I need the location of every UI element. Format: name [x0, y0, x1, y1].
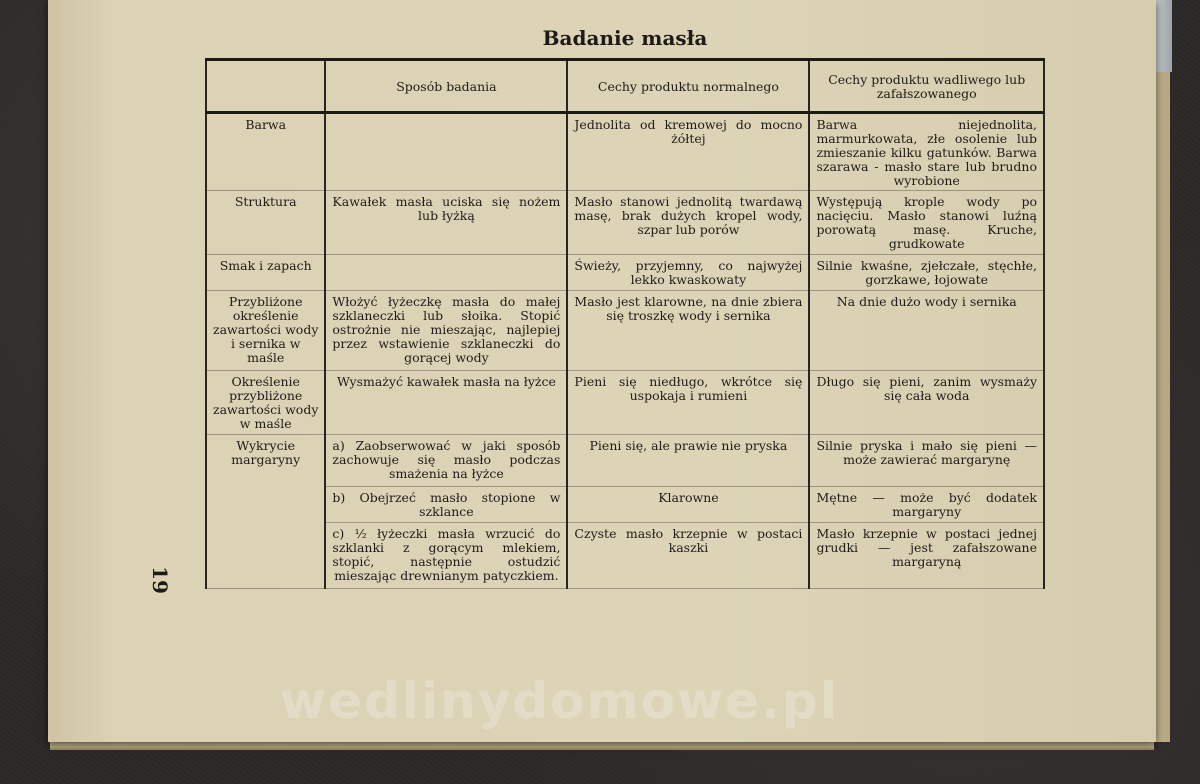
header-feature	[206, 60, 325, 113]
butter-test-table	[205, 58, 1045, 589]
feature-cell: Smak i zapach	[206, 255, 325, 291]
method-cell: Wysmażyć kawałek masła na łyżce	[325, 371, 567, 435]
normal-cell: Masło jest klarowne, na dnie zbiera się troszkę wody i sernika	[567, 291, 809, 371]
defect-cell: Barwa niejednolita, marmurkowata, złe osolenie lub zmieszanie kilku gatunków. Barwa szarawa - masło stare lub brudno wyrobione	[809, 113, 1044, 191]
defect-cell: Silnie pryska i mało się pieni — może zawierać margarynę	[809, 435, 1044, 487]
table-row	[206, 255, 1044, 291]
table-row	[206, 371, 1044, 435]
table-row	[206, 523, 1044, 589]
defect-cell: Masło krzepnie w postaci jednej grudki — jest zafałszowane margaryną	[809, 523, 1044, 589]
method-cell: c) ½ łyżeczki masła wrzucić do szklanki z gorącym mlekiem, stopić, następnie ostudzić mieszając drewnianym patyczkiem.	[325, 523, 567, 589]
table-row	[206, 113, 1044, 191]
normal-cell: Pieni się niedługo, wkrótce się uspokaja i rumieni	[567, 371, 809, 435]
feature-cell: Określenie przybliżone zawartości wody w maśle	[206, 371, 325, 435]
feature-cell: Struktura	[206, 191, 325, 255]
feature-cell: Przybliżone określenie zawartości wody i sernika w maśle	[206, 291, 325, 371]
defect-cell: Mętne — może być dodatek margaryny	[809, 487, 1044, 523]
normal-cell: Czyste masło krzepnie w postaci kaszki	[567, 523, 809, 589]
method-cell: Kawałek masła uciska się nożem lub łyżką	[325, 191, 567, 255]
defect-cell: Silnie kwaśne, zjełczałe, stęchłe, gorzkawe, łojowate	[809, 255, 1044, 291]
feature-cell: Wykrycie margaryny	[206, 435, 325, 589]
watermark: wedlinydomowe.pl	[280, 672, 839, 730]
table-row	[206, 291, 1044, 371]
defect-cell: Na dnie dużo wody i sernika	[809, 291, 1044, 371]
table-row	[206, 435, 1044, 487]
normal-cell: Klarowne	[567, 487, 809, 523]
page-number: 19	[147, 566, 172, 594]
normal-cell: Masło stanowi jednolitą twardawą masę, brak dużych kropel wody, szpar lub porów	[567, 191, 809, 255]
normal-cell: Pieni się, ale prawie nie pryska	[567, 435, 809, 487]
table-row	[206, 487, 1044, 523]
method-cell	[325, 255, 567, 291]
feature-cell: Barwa	[206, 113, 325, 191]
header-row	[206, 60, 1044, 113]
header-method: Sposób badania	[325, 60, 567, 113]
method-cell: Włożyć łyżeczkę masła do małej szklaneczki lub słoika. Stopić ostrożnie nie mieszając, najlepiej przez wstawienie szklaneczki do gorącej wody	[325, 291, 567, 371]
method-cell: b) Obejrzeć masło stopione w szklance	[325, 487, 567, 523]
normal-cell: Świeży, przyjemny, co najwyżej lekko kwaskowaty	[567, 255, 809, 291]
header-defect: Cechy produktu wadliwego lub zafałszowanego	[809, 60, 1044, 113]
table-row	[206, 191, 1044, 255]
method-cell	[325, 113, 567, 191]
defect-cell: Występują krople wody po nacięciu. Masło stanowi luźną porowatą masę. Kruche, grudkowate	[809, 191, 1044, 255]
method-cell: a) Zaobserwować w jaki sposób zachowuje się masło podczas smażenia na łyżce	[325, 435, 567, 487]
normal-cell: Jednolita od kremowej do mocno żółtej	[567, 113, 809, 191]
defect-cell: Długo się pieni, zanim wysmaży się cała woda	[809, 371, 1044, 435]
page-title: Badanie masła	[542, 26, 708, 50]
header-normal: Cechy produktu normalnego	[567, 60, 809, 113]
